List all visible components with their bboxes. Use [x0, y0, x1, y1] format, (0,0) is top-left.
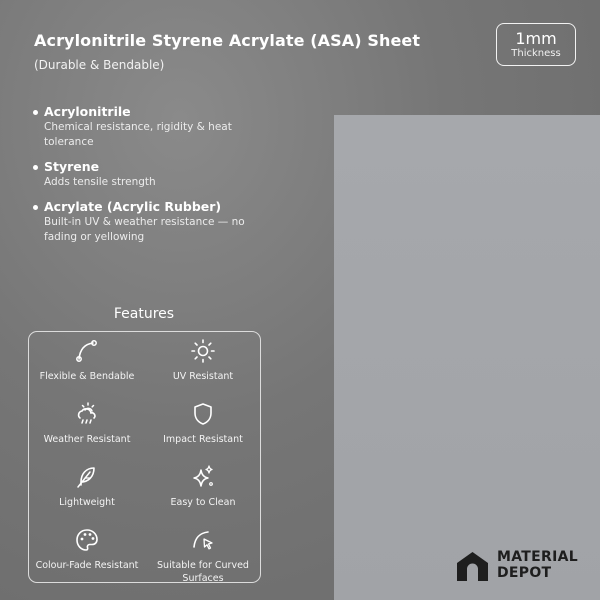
composition-description: Chemical resistance, rigidity & heat tolerance: [44, 121, 232, 148]
feature-curved-surfaces: [145, 527, 261, 585]
feather-icon: [74, 464, 100, 490]
feature-label: Flexible & Bendable: [39, 371, 135, 382]
composition-description: Adds tensile strength: [44, 176, 156, 188]
feature-label: Weather Resistant: [43, 434, 131, 445]
bullet-icon: [33, 165, 38, 170]
material-depot-logo: [456, 548, 586, 584]
product-subtitle: (Durable & Bendable): [34, 58, 165, 72]
thickness-value: 1mm: [515, 29, 557, 48]
feature-label: Suitable for Curved Surfaces: [157, 560, 249, 584]
feature-label: Colour-Fade Resistant: [35, 560, 139, 571]
asa-sheet-image: [334, 115, 600, 600]
brand-line-2: DEPOT: [497, 565, 552, 581]
features-panel: [28, 331, 261, 583]
curve-cursor-icon: [190, 527, 216, 553]
bend-curve-icon: [74, 338, 100, 364]
composition-item: [32, 104, 262, 150]
feature-uv: [145, 338, 261, 383]
feature-label: Lightweight: [59, 497, 115, 508]
feature-flexible: [29, 338, 145, 383]
bullet-icon: [33, 110, 38, 115]
feature-lightweight: [29, 464, 145, 509]
feature-weather: [29, 401, 145, 446]
composition-description: Built-in UV & weather resistance — no fading or yellowing: [44, 216, 245, 243]
composition-name: Acrylonitrile: [44, 104, 131, 119]
shield-icon: [190, 401, 216, 427]
composition-item: [32, 199, 262, 245]
sun-icon: [190, 338, 216, 364]
sparkles-icon: [190, 464, 216, 490]
feature-label: Easy to Clean: [170, 497, 236, 508]
thickness-label: Thickness: [511, 48, 561, 59]
weather-icon: [74, 401, 100, 427]
composition-list: [32, 104, 262, 254]
thickness-badge: [496, 23, 576, 66]
composition-name: Acrylate (Acrylic Rubber): [44, 199, 222, 214]
bullet-icon: [33, 205, 38, 210]
palette-icon: [74, 527, 100, 553]
feature-easy-clean: [145, 464, 261, 509]
feature-impact: [145, 401, 261, 446]
house-logo-icon: [456, 550, 489, 582]
feature-label: UV Resistant: [172, 371, 234, 382]
composition-name: Styrene: [44, 159, 100, 174]
product-title: Acrylonitrile Styrene Acrylate (ASA) Sheet: [34, 31, 421, 50]
feature-colour-fade: [29, 527, 145, 572]
brand-name: [497, 549, 578, 581]
features-title: Features: [113, 306, 175, 322]
feature-label: Impact Resistant: [163, 434, 243, 445]
brand-line-1: MATERIAL: [497, 549, 578, 565]
composition-item: [32, 159, 262, 190]
